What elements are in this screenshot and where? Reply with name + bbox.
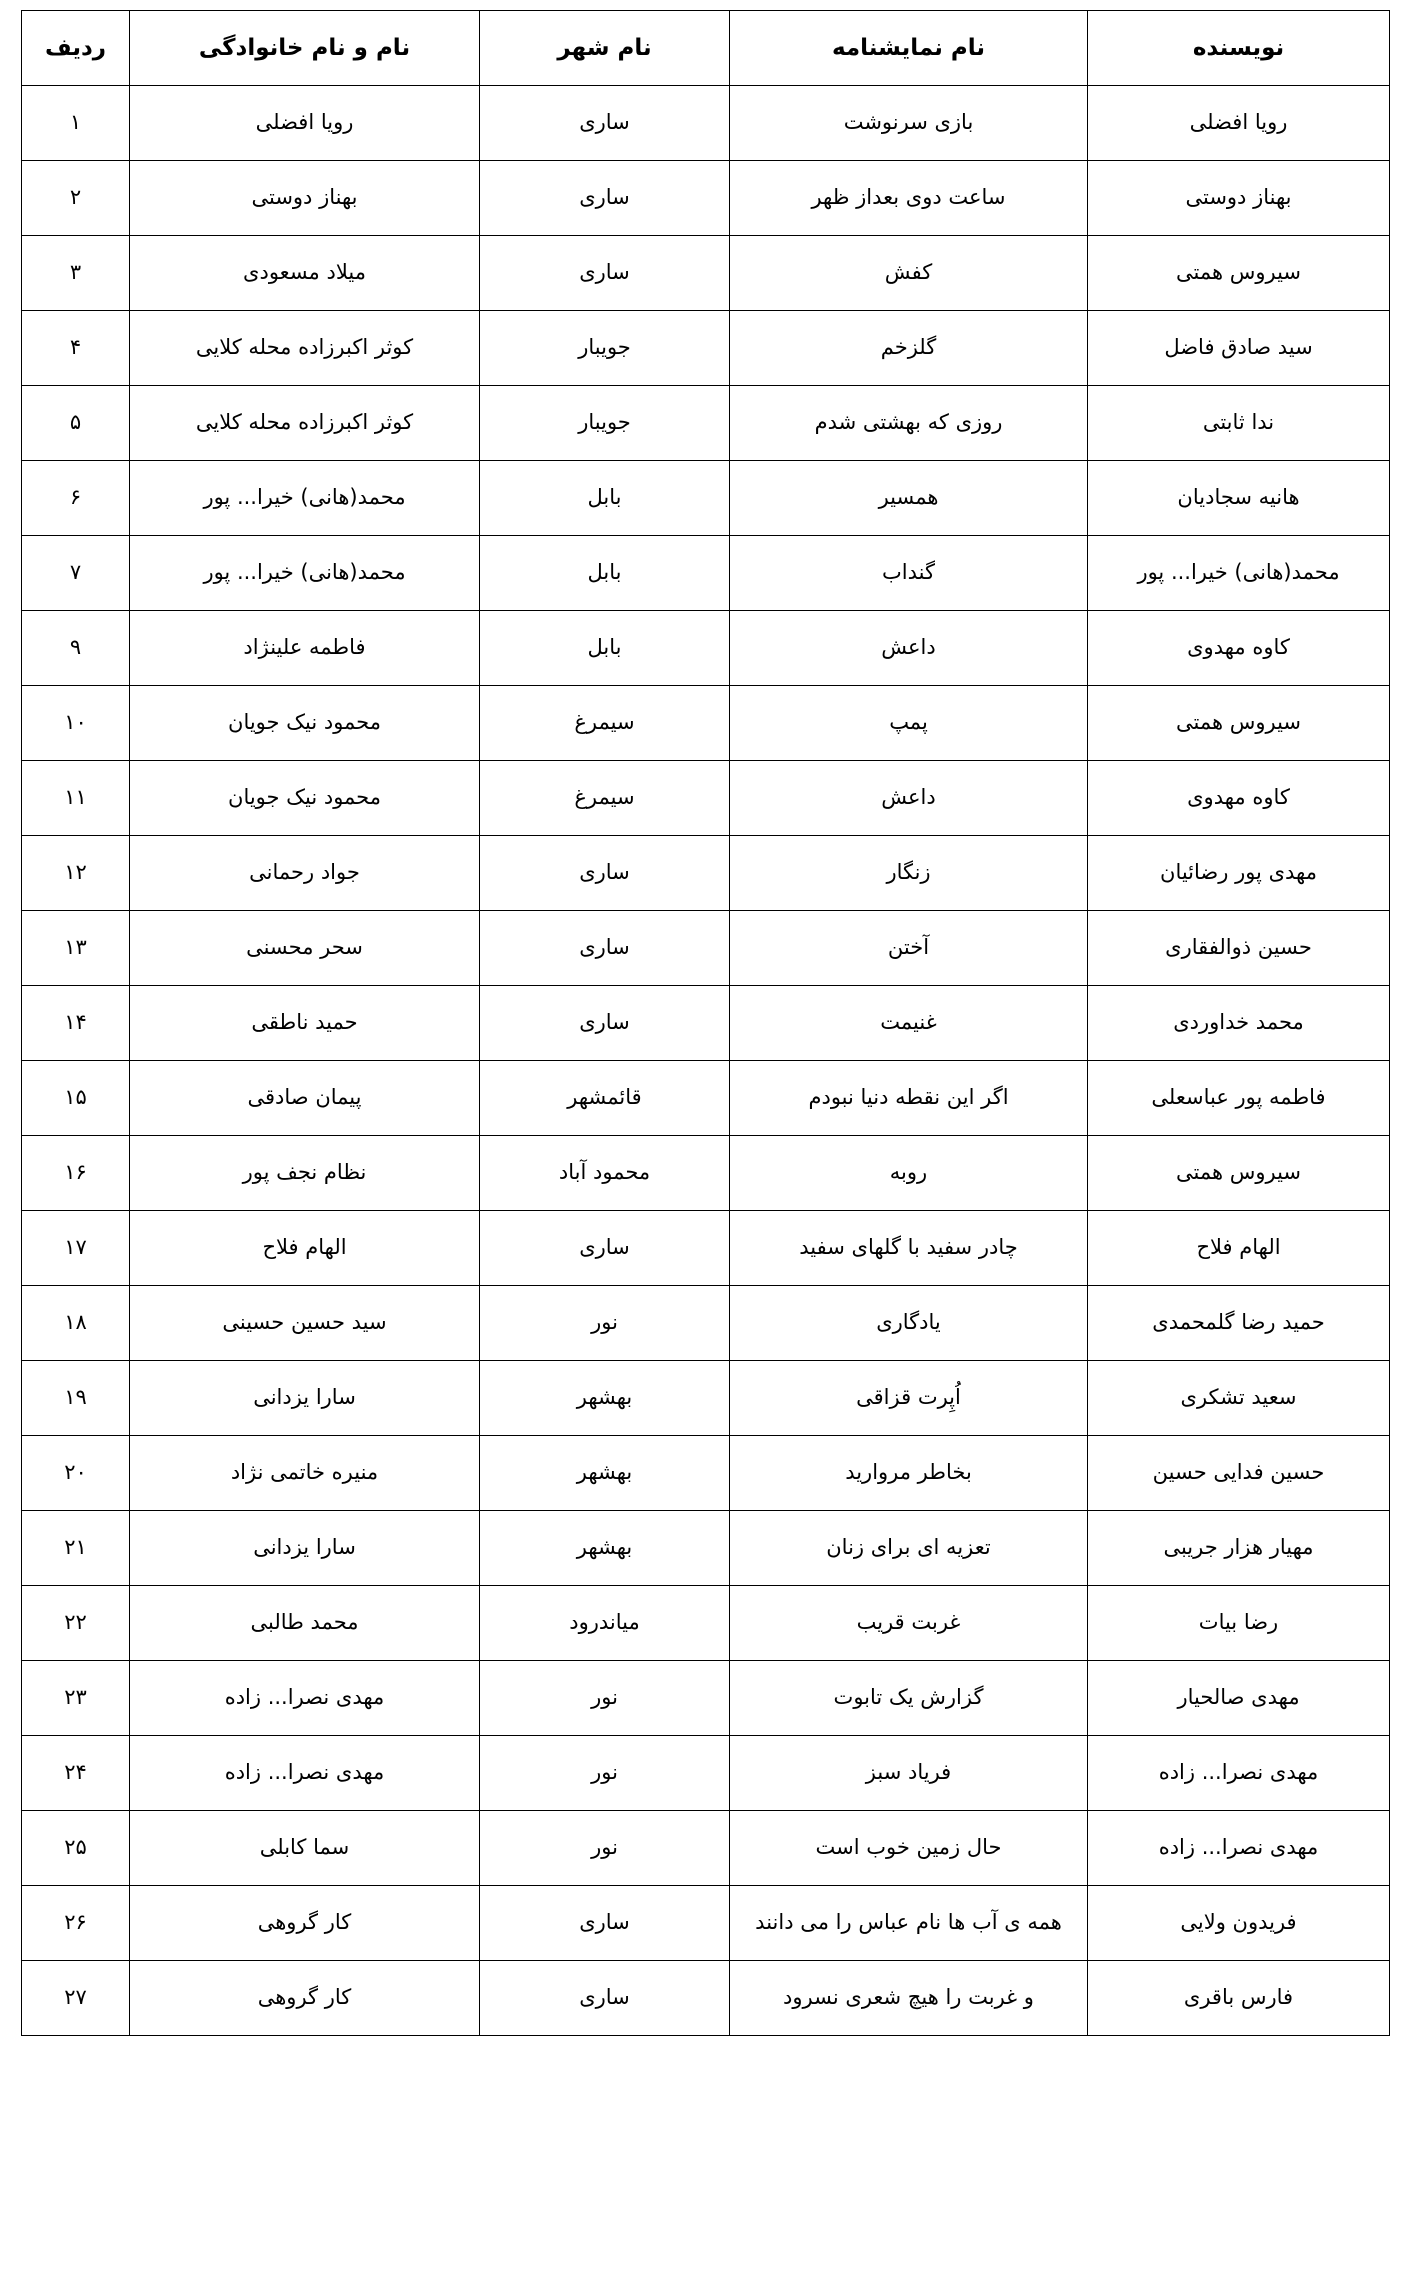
cell-city: بهشهر xyxy=(480,1361,730,1436)
cell-city: بابل xyxy=(480,611,730,686)
cell-city: محمود آباد xyxy=(480,1136,730,1211)
cell-city: ساری xyxy=(480,161,730,236)
column-header-author: نویسنده xyxy=(1088,11,1390,86)
column-header-play: نام نمایشنامه xyxy=(730,11,1088,86)
cell-city: بابل xyxy=(480,461,730,536)
cell-play: یادگاری xyxy=(730,1286,1088,1361)
cell-play: غنیمت xyxy=(730,986,1088,1061)
cell-author: سعید تشکری xyxy=(1088,1361,1390,1436)
cell-city: قائمشهر xyxy=(480,1061,730,1136)
cell-author: سیروس همتی xyxy=(1088,686,1390,761)
cell-play: اگر این نقطه دنیا نبودم xyxy=(730,1061,1088,1136)
table-row xyxy=(22,1886,1390,1961)
cell-play: روزی که بهشتی شدم xyxy=(730,386,1088,461)
table-row xyxy=(22,1211,1390,1286)
cell-play: چادر سفید با گلهای سفید xyxy=(730,1211,1088,1286)
cell-person: محمود نیک جویان xyxy=(130,686,480,761)
cell-person: پیمان صادقی xyxy=(130,1061,480,1136)
cell-author: حسین فدایی حسین xyxy=(1088,1436,1390,1511)
cell-city: ساری xyxy=(480,1211,730,1286)
cell-index: ۱۹ xyxy=(22,1361,130,1436)
cell-index: ۲۶ xyxy=(22,1886,130,1961)
cell-person: محمد(هانی) خیرا... پور xyxy=(130,536,480,611)
cell-person: محمد(هانی) خیرا... پور xyxy=(130,461,480,536)
table-row xyxy=(22,1961,1390,2036)
cell-city: ساری xyxy=(480,1961,730,2036)
cell-person: رویا افضلی xyxy=(130,86,480,161)
table-row xyxy=(22,836,1390,911)
cell-play: بازی سرنوشت xyxy=(730,86,1088,161)
cell-person: سحر محسنی xyxy=(130,911,480,986)
cell-city: ساری xyxy=(480,1886,730,1961)
cell-city: ساری xyxy=(480,986,730,1061)
cell-index: ۷ xyxy=(22,536,130,611)
cell-index: ۲۷ xyxy=(22,1961,130,2036)
cell-author: هانیه سجادیان xyxy=(1088,461,1390,536)
cell-play: فریاد سبز xyxy=(730,1736,1088,1811)
cell-person: فاطمه علینژاد xyxy=(130,611,480,686)
table-row xyxy=(22,1811,1390,1886)
cell-play: اُپِرت قزاقی xyxy=(730,1361,1088,1436)
cell-person: حمید ناطقی xyxy=(130,986,480,1061)
table-row xyxy=(22,1586,1390,1661)
cell-index: ۴ xyxy=(22,311,130,386)
table-row xyxy=(22,386,1390,461)
cell-play: همه ی آب ها نام عباس را می دانند xyxy=(730,1886,1088,1961)
table-row xyxy=(22,236,1390,311)
table-row xyxy=(22,461,1390,536)
table-row xyxy=(22,1511,1390,1586)
roster-table xyxy=(21,10,1390,2036)
table-body xyxy=(22,86,1390,2036)
cell-author: مهدی پور رضائیان xyxy=(1088,836,1390,911)
table-row xyxy=(22,311,1390,386)
cell-play: حال زمین خوب است xyxy=(730,1811,1088,1886)
cell-play: پمپ xyxy=(730,686,1088,761)
cell-index: ۱۸ xyxy=(22,1286,130,1361)
cell-person: جواد رحمانی xyxy=(130,836,480,911)
cell-author: سید صادق فاضل xyxy=(1088,311,1390,386)
cell-index: ۲۴ xyxy=(22,1736,130,1811)
cell-person: محمود نیک جویان xyxy=(130,761,480,836)
cell-index: ۲۳ xyxy=(22,1661,130,1736)
cell-city: بهشهر xyxy=(480,1436,730,1511)
table-row xyxy=(22,1061,1390,1136)
cell-play: روبه xyxy=(730,1136,1088,1211)
cell-index: ۱۰ xyxy=(22,686,130,761)
cell-author: رضا بیات xyxy=(1088,1586,1390,1661)
cell-author: مهدی نصرا... زاده xyxy=(1088,1811,1390,1886)
cell-index: ۳ xyxy=(22,236,130,311)
cell-index: ۱۵ xyxy=(22,1061,130,1136)
cell-play: آختن xyxy=(730,911,1088,986)
cell-play: ساعت دوی بعداز ظهر xyxy=(730,161,1088,236)
cell-city: بهشهر xyxy=(480,1511,730,1586)
cell-index: ۲۲ xyxy=(22,1586,130,1661)
cell-play: بخاطر مروارید xyxy=(730,1436,1088,1511)
cell-play: غربت قریب xyxy=(730,1586,1088,1661)
table-header-row xyxy=(22,11,1390,86)
cell-author: مهدی صالحیار xyxy=(1088,1661,1390,1736)
cell-author: رویا افضلی xyxy=(1088,86,1390,161)
cell-play: زنگار xyxy=(730,836,1088,911)
cell-person: محمد طالبی xyxy=(130,1586,480,1661)
cell-index: ۱۲ xyxy=(22,836,130,911)
table-row xyxy=(22,536,1390,611)
cell-person: سما کابلی xyxy=(130,1811,480,1886)
cell-play: همسیر xyxy=(730,461,1088,536)
cell-person: سارا یزدانی xyxy=(130,1361,480,1436)
cell-city: میاندرود xyxy=(480,1586,730,1661)
table-row xyxy=(22,761,1390,836)
cell-person: مهدی نصرا... زاده xyxy=(130,1736,480,1811)
cell-index: ۲۱ xyxy=(22,1511,130,1586)
cell-author: کاوه مهدوی xyxy=(1088,611,1390,686)
table-header xyxy=(22,11,1390,86)
table-row xyxy=(22,86,1390,161)
cell-play: گلزخم xyxy=(730,311,1088,386)
table-row xyxy=(22,1286,1390,1361)
table-row xyxy=(22,1661,1390,1736)
cell-city: ساری xyxy=(480,911,730,986)
cell-city: جویبار xyxy=(480,311,730,386)
cell-play: داعش xyxy=(730,611,1088,686)
cell-city: سیمرغ xyxy=(480,686,730,761)
table-row xyxy=(22,986,1390,1061)
table-row xyxy=(22,1361,1390,1436)
cell-city: ساری xyxy=(480,86,730,161)
cell-author: ندا ثابتی xyxy=(1088,386,1390,461)
cell-author: بهناز دوستی xyxy=(1088,161,1390,236)
table-row xyxy=(22,686,1390,761)
cell-author: سیروس همتی xyxy=(1088,1136,1390,1211)
cell-author: سیروس همتی xyxy=(1088,236,1390,311)
cell-play: کفش xyxy=(730,236,1088,311)
cell-author: فارس باقری xyxy=(1088,1961,1390,2036)
cell-author: حسین ذوالفقاری xyxy=(1088,911,1390,986)
cell-index: ۱ xyxy=(22,86,130,161)
cell-author: محمد خداوردی xyxy=(1088,986,1390,1061)
cell-city: جویبار xyxy=(480,386,730,461)
table-row xyxy=(22,1436,1390,1511)
cell-play: گزارش یک تابوت xyxy=(730,1661,1088,1736)
cell-author: مهیار هزار جریبی xyxy=(1088,1511,1390,1586)
table-row xyxy=(22,611,1390,686)
cell-index: ۶ xyxy=(22,461,130,536)
cell-person: الهام فلاح xyxy=(130,1211,480,1286)
cell-city: ساری xyxy=(480,836,730,911)
cell-person: میلاد مسعودی xyxy=(130,236,480,311)
cell-play: تعزیه ای برای زنان xyxy=(730,1511,1088,1586)
cell-city: نور xyxy=(480,1736,730,1811)
table-row xyxy=(22,161,1390,236)
cell-index: ۱۷ xyxy=(22,1211,130,1286)
cell-index: ۲۰ xyxy=(22,1436,130,1511)
cell-person: کوثر اکبرزاده محله کلایی xyxy=(130,386,480,461)
cell-play: و غربت را هیچ شعری نسرود xyxy=(730,1961,1088,2036)
cell-author: مهدی نصرا... زاده xyxy=(1088,1736,1390,1811)
cell-city: ساری xyxy=(480,236,730,311)
cell-author: کاوه مهدوی xyxy=(1088,761,1390,836)
cell-index: ۱۱ xyxy=(22,761,130,836)
cell-author: فاطمه پور عباسعلی xyxy=(1088,1061,1390,1136)
column-header-name: نام و نام خانوادگی xyxy=(130,11,480,86)
table-row xyxy=(22,911,1390,986)
cell-person: کار گروهی xyxy=(130,1886,480,1961)
cell-person: بهناز دوستی xyxy=(130,161,480,236)
cell-author: محمد(هانی) خیرا... پور xyxy=(1088,536,1390,611)
cell-index: ۵ xyxy=(22,386,130,461)
cell-play: داعش xyxy=(730,761,1088,836)
cell-city: نور xyxy=(480,1286,730,1361)
cell-author: حمید رضا گلمحمدی xyxy=(1088,1286,1390,1361)
cell-author: فریدون ولایی xyxy=(1088,1886,1390,1961)
cell-index: ۱۳ xyxy=(22,911,130,986)
cell-index: ۲ xyxy=(22,161,130,236)
table-row xyxy=(22,1736,1390,1811)
cell-person: سارا یزدانی xyxy=(130,1511,480,1586)
table-row xyxy=(22,1136,1390,1211)
cell-city: نور xyxy=(480,1661,730,1736)
cell-index: ۹ xyxy=(22,611,130,686)
cell-person: کار گروهی xyxy=(130,1961,480,2036)
column-header-city: نام شهر xyxy=(480,11,730,86)
cell-person: سید حسین حسینی xyxy=(130,1286,480,1361)
cell-index: ۱۶ xyxy=(22,1136,130,1211)
cell-author: الهام فلاح xyxy=(1088,1211,1390,1286)
cell-person: مهدی نصرا... زاده xyxy=(130,1661,480,1736)
cell-person: کوثر اکبرزاده محله کلایی xyxy=(130,311,480,386)
cell-city: نور xyxy=(480,1811,730,1886)
cell-index: ۲۵ xyxy=(22,1811,130,1886)
column-header-index: ردیف xyxy=(22,11,130,86)
cell-city: سیمرغ xyxy=(480,761,730,836)
cell-index: ۱۴ xyxy=(22,986,130,1061)
cell-person: نظام نجف پور xyxy=(130,1136,480,1211)
cell-person: منیره خاتمی نژاد xyxy=(130,1436,480,1511)
cell-city: بابل xyxy=(480,536,730,611)
cell-play: گنداب xyxy=(730,536,1088,611)
